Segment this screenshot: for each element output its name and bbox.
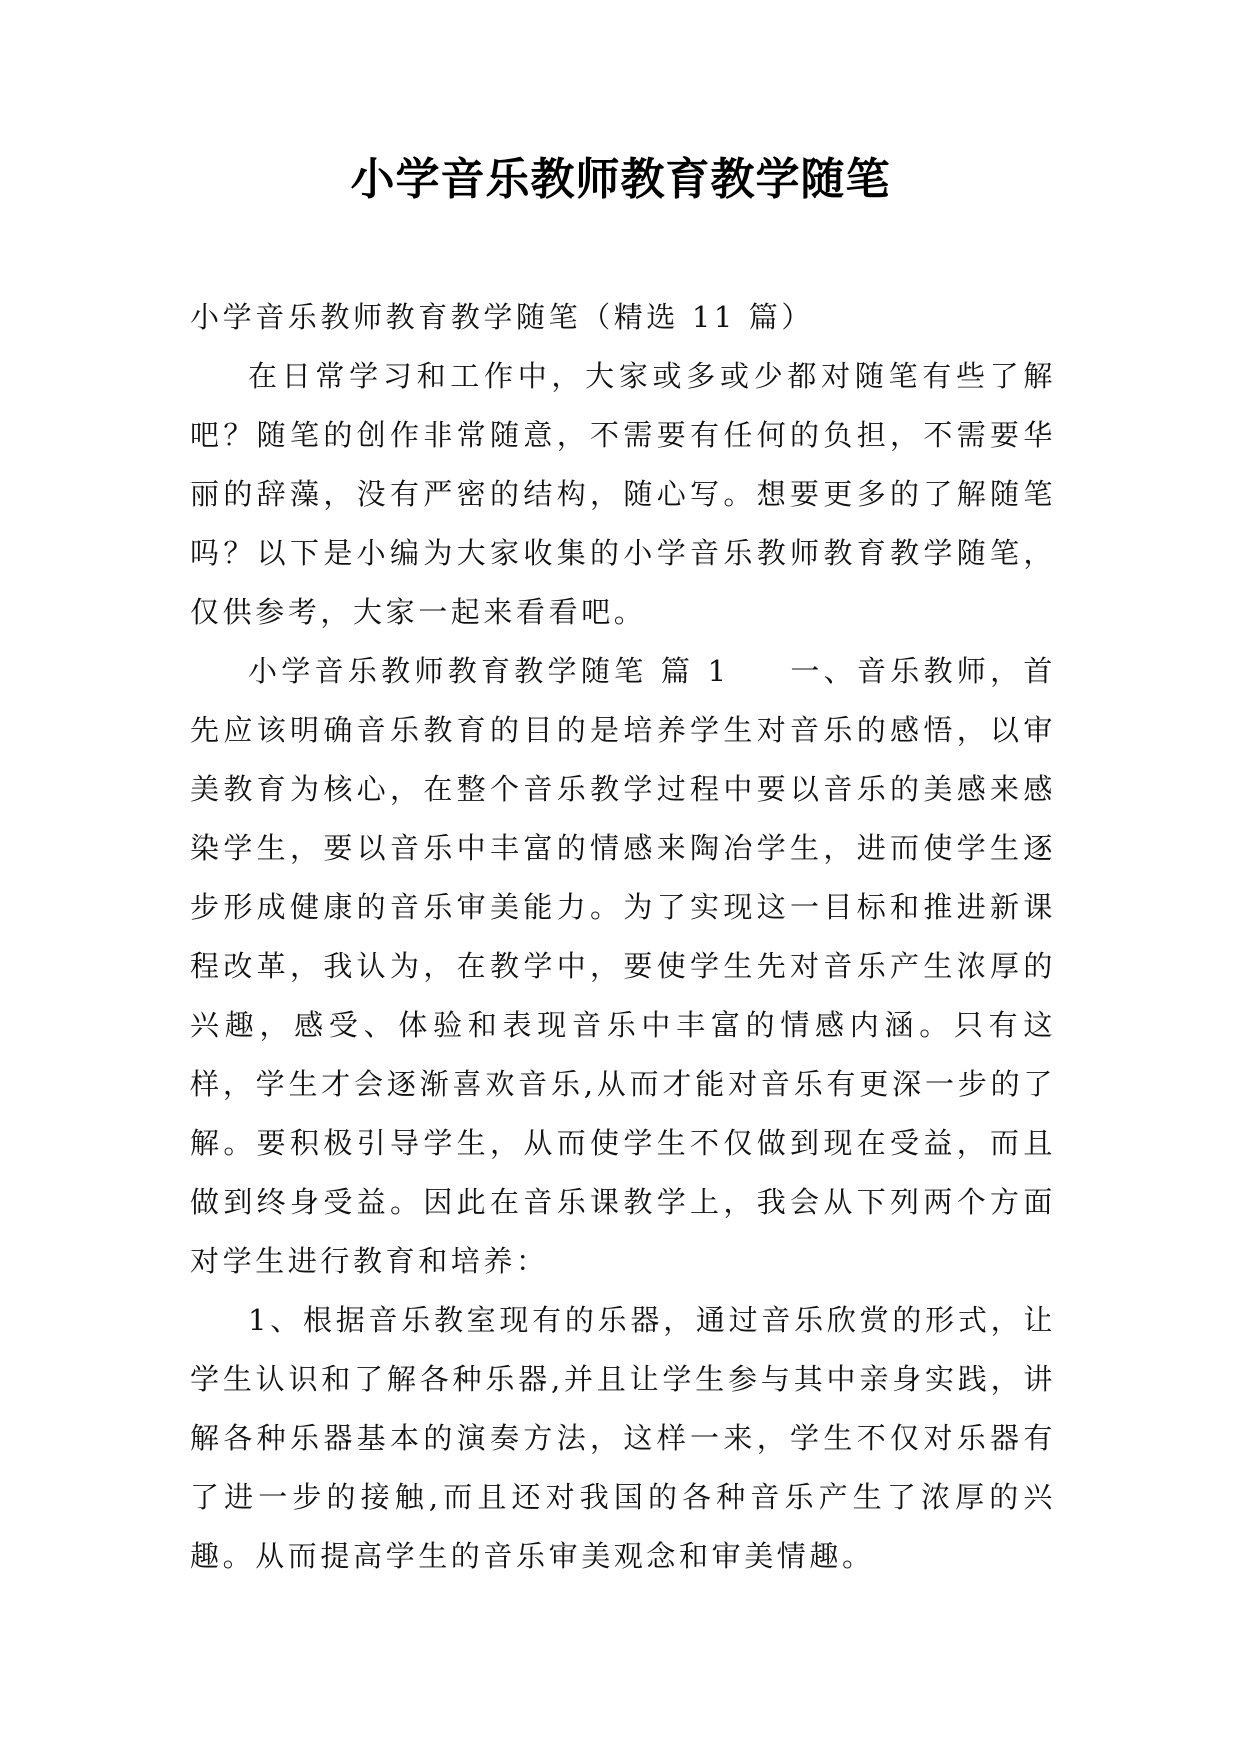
document-title: 小学音乐教师教育教学随笔 <box>350 154 891 205</box>
intro-paragraph: 在日常学习和工作中，大家或多或少都对随笔有些了解吧？随笔的创作非常随意，不需要有任何的负担，不需要华丽的辞藻，没有严密的结构，随心写。想要更多的了解随笔吗？以下是小编为大家收集的小学音乐教师教育教学随笔，仅供参考，大家一起来看看吧。 <box>190 359 1056 629</box>
section-heading: 小学音乐教师教育教学随笔 篇 1 <box>248 654 730 688</box>
section-1-text: 一、音乐教师，首先应该明确音乐教育的目的是培养学生对音乐的感悟，以审美教育为核心，在整个音乐教学过程中要以音乐的美感来感染学生，要以音乐中丰富的情感来陶冶学生，进而使学生逐步形成健康的音乐审美能力。为了实现这一目标和推进新课程改革，我认为，在教学中，要使学生先对音乐产生浓厚的兴趣，感受、体验和表现音乐中丰富的情感内涵。只有这样，学生才会逐渐喜欢音乐,从而才能对音乐有更深一步的了解。要积极引导学生，从而使学生不仅做到现在受益，而且做到终身受益。因此在音乐课教学上，我会从下列两个方面对学生进行教育和培养： <box>190 654 1056 1278</box>
document-body <box>190 288 1056 1586</box>
section-1-paragraph <box>190 642 1056 1291</box>
point-1-paragraph: 1、根据音乐教室现有的乐器，通过音乐欣赏的形式，让学生认识和了解各种乐器,并且让学生参与其中亲身实践，讲解各种乐器基本的演奏方法，这样一来，学生不仅对乐器有了进一步的接触,而且还对我国的各种音乐产生了浓厚的兴趣。从而提高学生的音乐审美观念和审美情趣。 <box>190 1303 1056 1573</box>
document-subtitle: 小学音乐教师教育教学随笔（精选 11 篇） <box>190 300 814 334</box>
